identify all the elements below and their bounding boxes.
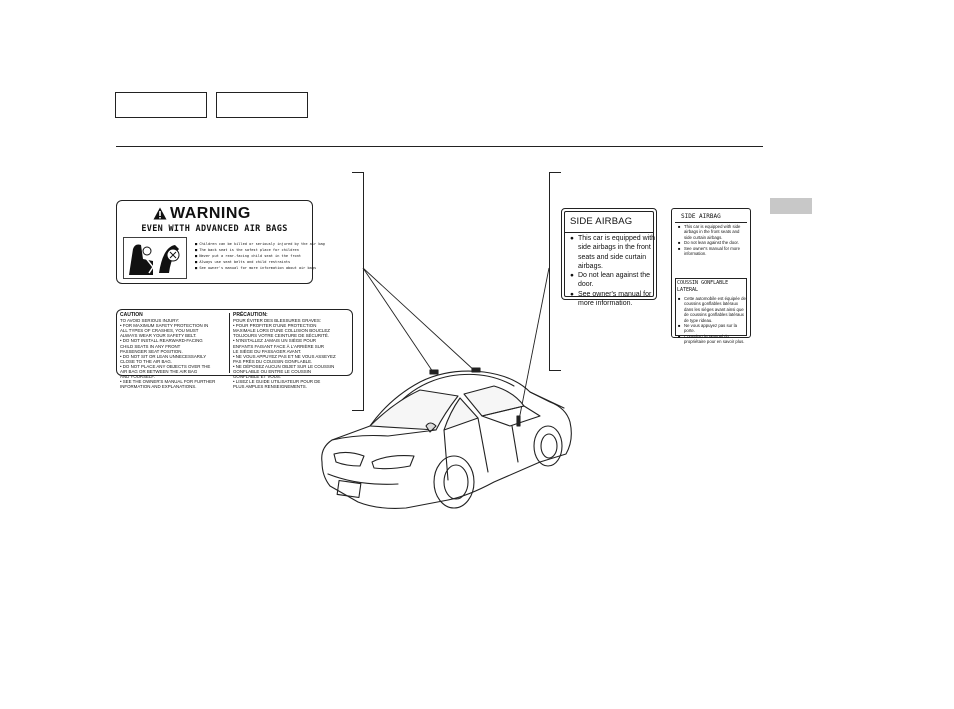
warning-item: ■ The back seat is the safest place for children	[195, 247, 325, 253]
bilingual-item-en: ■ Do not lean against the door.	[678, 240, 748, 245]
bilingual-item-fr: ■ Consultez le Manuel du propriétaire pour en savoir plus.	[678, 334, 748, 345]
side-airbag-item: ● Do not lean against the door.	[570, 271, 656, 290]
caution-heading: CAUTION	[120, 312, 143, 318]
warning-item: ■ Children can be killed or seriously injured by the air bag	[195, 241, 325, 247]
precaution-line: TOUJOURS VOTRE CEINTURE DE SÉCURITÉ.	[233, 333, 330, 339]
precaution-line: GONFLABLE ET VOUS.	[233, 374, 281, 380]
precaution-line: LE SIÈGE DU PASSAGER AVANT.	[233, 348, 302, 354]
caution-line: • SEE THE OWNER'S MANUAL FOR FURTHER	[120, 379, 216, 385]
precaution-line: • N'INSTALLEZ JAMAIS UN SIÈGE POUR	[233, 338, 317, 344]
caution-line: TO AVOID SERIOUS INJURY:	[120, 318, 180, 324]
caution-line: ALWAYS WEAR YOUR SAFETY BELT.	[120, 333, 197, 339]
caution-line: AND YOURSELF.	[120, 374, 155, 380]
precaution-line: MAXIMALE LORS D'UNE COLLISION BOUCLEZ	[233, 328, 330, 334]
precaution-line: GONFLABLE OU ENTRE LE COUSSIN	[233, 369, 312, 375]
side-airbag-item: ● See owner's manual for more information.	[570, 290, 656, 309]
precaution-line: PAS PRÈS DU COUSSIN GONFLABLE.	[233, 358, 313, 364]
bilingual-title-fr: COUSSIN GONFLABLE LATERAL	[677, 280, 729, 293]
caution-line: ALL TYPES OF CRASHES, YOU MUST	[120, 328, 199, 334]
precaution-heading: PRÉCAUTION:	[233, 312, 268, 318]
caution-line: AIR BAG OR BETWEEN THE AIR BAG	[120, 369, 198, 375]
bilingual-item-en: ■ This car is equipped with side airbags in the front seats and side curtain airbags.	[678, 224, 748, 240]
bilingual-item-en: ■ See owner's manual for more information.	[678, 246, 748, 257]
caution-line: • FOR MAXIMUM SAFETY PROTECTION IN	[120, 323, 209, 329]
warning-subtitle: EVEN WITH ADVANCED AIR BAGS	[141, 224, 288, 234]
precaution-line: • NE DÉPOSEZ AUCUN OBJET SUR LE COUSSIN	[233, 363, 335, 369]
caution-line: INFORMATION AND EXPLANATIONS.	[120, 384, 197, 390]
warning-item: ■ See owner's manual for more information about air bags	[195, 265, 325, 271]
bilingual-item-fr: ■ Ne vous appuyez pas sur la porte.	[678, 323, 748, 334]
precaution-line: POUR ÉVITER DES BLESSURES GRAVES:	[233, 318, 321, 324]
warning-title: WARNING	[170, 205, 251, 222]
warning-item: ■ Always use seat belts and child restraints	[195, 259, 325, 265]
precaution-line: • NE VOUS APPUYEZ PAS ET NE VOUS ASSEYEZ	[233, 353, 336, 359]
side-airbag-title: SIDE AIRBAG	[570, 216, 633, 227]
precaution-line: PLUS AMPLES RENSEIGNEMENTS.	[233, 384, 307, 390]
warning-item: ■ Never put a rear-facing child seat in the front	[195, 253, 325, 259]
bilingual-title-en: SIDE AIRBAG	[681, 213, 721, 220]
bilingual-item-fr: ■ Cette automobile est équipée de coussins gonflables latéraux dans les sièges avant ainsi que de coussins gonflables latéraux de type rideau.	[678, 296, 748, 323]
precaution-line: • LISEZ LE GUIDE UTILISATEUR POUR DE	[233, 379, 321, 385]
caution-line: • DO NOT INSTALL REARWARD-FACING	[120, 338, 203, 344]
caution-line: CLOSE TO THE AIR BAG.	[120, 358, 172, 364]
car-illustration	[318, 350, 580, 520]
caution-line: • DO NOT PLACE ANY OBJECTS OVER THE	[120, 363, 211, 369]
side-airbag-item: ● This car is equipped with side airbags in the front seats and side curtain airbags.	[570, 234, 656, 271]
precaution-line: ENFANTS FAISANT FACE À L'ARRIÈRE SUR	[233, 343, 325, 349]
caution-line: • DO NOT SIT OR LEAN UNNECESSARILY	[120, 353, 207, 359]
caution-line: PASSENGER SEAT POSITION.	[120, 348, 183, 354]
caution-line: CHILD SEATS IN ANY FRONT	[120, 343, 181, 349]
precaution-line: • POUR PROFITER D'UNE PROTECTION	[233, 323, 317, 329]
